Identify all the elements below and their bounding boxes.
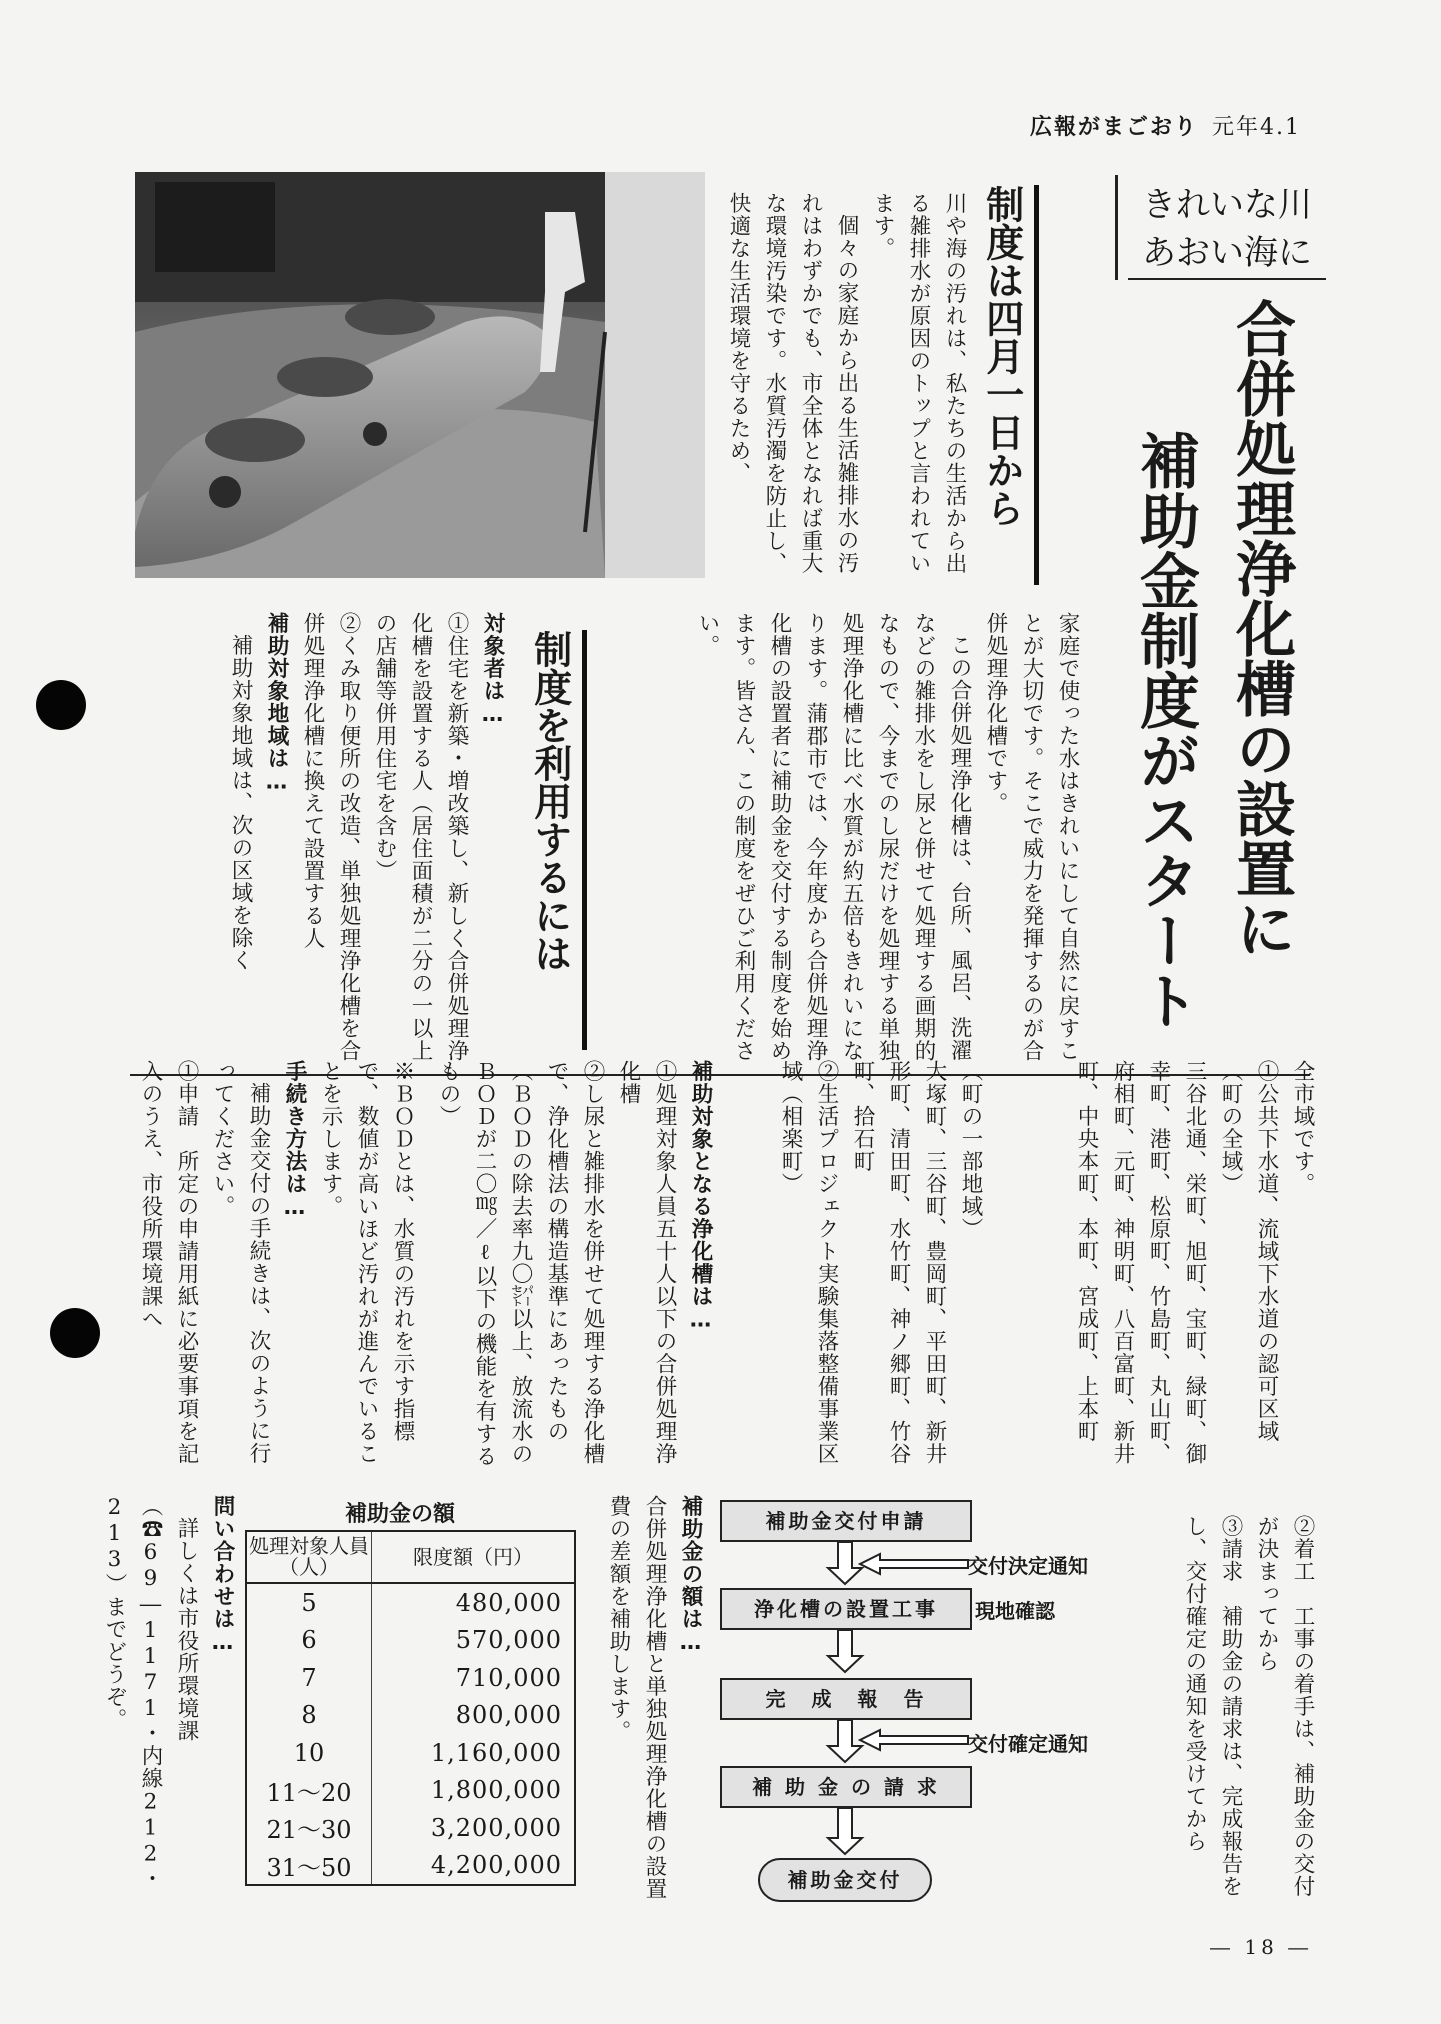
- septic-tank-photo: [135, 172, 705, 578]
- persons-cell: 31～50: [246, 1847, 372, 1886]
- table-row: [246, 1809, 575, 1847]
- limit-cell: 1,800,000: [430, 1776, 562, 1805]
- table-row: [246, 1622, 575, 1660]
- flow-note-inspection: 現地確認: [975, 1599, 1055, 1623]
- procedure-steps-cont: [1120, 1515, 1320, 1915]
- flow-step-install: 浄化槽の設置工事: [720, 1588, 972, 1630]
- areas-part-list: 大塚町、三谷町、豊岡町、平田町、新井形町、清田町、水竹町、神ノ郷町、竹谷町、拾石町: [850, 1060, 947, 1465]
- main-title-line1: 合併処理浄化槽の設置に: [1226, 298, 1296, 958]
- amount-body: [598, 1495, 708, 1915]
- limit-cell: 480,000: [455, 1588, 562, 1617]
- intro-body: [635, 612, 1085, 1062]
- flow-arrow-3: [828, 1720, 862, 1762]
- areas-whole-label: （町の全域）: [1218, 1060, 1243, 1195]
- table-row: [246, 1772, 575, 1810]
- procedure-step3: ③請求 補助金の請求は、完成報告をし、交付確定の通知を受けてから: [1182, 1515, 1243, 1898]
- table-row: [246, 1847, 575, 1886]
- tanks-item1: ①処理対象人員五十人以下の合併処理浄化槽: [616, 1060, 677, 1465]
- persons-cell: 10: [246, 1734, 372, 1772]
- table-row: [246, 1659, 575, 1697]
- tanks-label: 補助対象となる浄化槽は…: [688, 1060, 713, 1334]
- intro-para2: この合併処理浄化槽は、台所、風呂、洗濯などの雑排水をし尿と併せて処理する画期的なもので、今までのし尿だけを処理する単独処理浄化槽に比べ水質が約五倍もきれいになります。蒲郡市では、今年度から合併処理浄化槽の設置者に補助金を交付する制度を始めます。皆さん、この制度をぜひご利用ください。: [695, 612, 972, 1062]
- tagline-rule: [1115, 175, 1118, 280]
- limit-cell: 800,000: [455, 1701, 562, 1730]
- binder-hole-top: [36, 680, 86, 730]
- areas-item1: ①公共下水道、流域下水道の認可区域: [1254, 1060, 1279, 1443]
- amount-text: 合併処理浄化槽と単独処理浄化槽の設置費の差額を補助します。: [606, 1495, 667, 1900]
- section2-body: [130, 612, 510, 1062]
- procedure-body: [130, 1060, 420, 1480]
- flow-note-arrow-1: [860, 1554, 968, 1574]
- flow-step-apply: 補助金交付申請: [720, 1500, 972, 1542]
- flow-step-report: 完 成 報 告: [720, 1678, 972, 1720]
- section1-para2: 個々の家庭から出る生活雑排水の汚れはわずかでも、市全体となれば重大な環境汚染です。水質汚濁を防止し、快適な生活環境を守るため、: [726, 192, 859, 575]
- intro-para1: 家庭で使った水はきれいにして自然に戻すことが大切です。そこで威力を発揮するのが合併処理浄化槽です。: [983, 612, 1080, 1062]
- persons-cell: 5: [246, 1583, 372, 1622]
- table-row: [246, 1734, 575, 1772]
- main-title-line2: 補助金制度がスタート: [1130, 430, 1200, 1030]
- section2-heading: 制度を利用するには: [528, 630, 587, 1050]
- flow-arrow-2: [828, 1630, 862, 1672]
- amount-label: 補助金の額は…: [678, 1495, 703, 1656]
- binder-hole-bottom: [50, 1308, 100, 1358]
- area-label: 補助対象地域は…: [264, 612, 289, 796]
- areas-body: [990, 1060, 1320, 1480]
- persons-cell: 21～30: [246, 1809, 372, 1847]
- limit-cell: 570,000: [455, 1626, 562, 1655]
- flow-arrow-4: [828, 1808, 862, 1854]
- limit-cell: 4,200,000: [430, 1851, 562, 1880]
- procedure-label: 手続き方法は…: [282, 1060, 307, 1221]
- table-row: [246, 1697, 575, 1735]
- subsidy-table-title: 補助金の額: [344, 1502, 455, 1527]
- areas-lead: 全市域です。: [1290, 1060, 1315, 1195]
- limit-cell: 3,200,000: [430, 1813, 562, 1842]
- persons-cell: 8: [246, 1697, 372, 1735]
- procedure-step2: ②着工 工事の着手は、補助金の交付が決まってから: [1254, 1515, 1315, 1898]
- tanks-body: [420, 1060, 718, 1480]
- area-text: 補助対象地域は、次の区域を除く: [228, 633, 253, 971]
- areas-part-label: （町の一部地域）: [958, 1060, 983, 1240]
- masthead: [1030, 110, 1301, 141]
- bod-note: ※ＢＯＤとは、水質の汚れを示す指標で、数値が高いほど汚れが進んでいることを示します。: [318, 1060, 415, 1465]
- flow-note-confirm: 交付確定通知: [968, 1732, 1088, 1756]
- section1-body: [720, 192, 972, 592]
- issue-date: 元年4.1: [1212, 115, 1301, 140]
- section1-heading: 制度は四月一日から: [980, 185, 1039, 585]
- procedure-step1: ①申請 所定の申請用紙に必要事項を記入のうえ、市役所環境課へ: [138, 1060, 199, 1465]
- flow-note-decision: 交付決定通知: [968, 1554, 1088, 1578]
- col-persons: 処理対象人員（人）: [246, 1531, 372, 1583]
- procedure-text: 補助金交付の手続きは、次のように行ってください。: [210, 1060, 271, 1464]
- areas-item2: ②生活プロジェクト実験集落整備事業区域（相楽町）: [778, 1060, 839, 1465]
- subsidy-table: [245, 1530, 576, 1886]
- flow-arrow-1: [828, 1542, 862, 1584]
- subsidy-table-header: [246, 1531, 575, 1583]
- contact-label: 問い合わせは…: [210, 1495, 235, 1656]
- flow-note-arrow-3: [860, 1730, 968, 1750]
- target-2: ②くみ取り便所の改造、単独処理浄化槽を合併処理浄化槽に換えて設置する人: [300, 612, 361, 1062]
- tagline-line2: あおい海に: [1128, 228, 1326, 280]
- areas-whole-list: 三谷北通、栄町、旭町、宝町、緑町、御幸町、港町、松原町、竹島町、丸山町、府相町、元町、神明町、八百富町、新井町、中央本町、本町、宮成町、上本町: [1074, 1060, 1207, 1465]
- contact-text: 詳しくは市役所環境課（☎69―1171・内線212・213）までどうぞ。: [102, 1495, 199, 1890]
- page-number: ― 18 ―: [1210, 1935, 1313, 1959]
- target-1: ①住宅を新築・増改築し、新しく合併処理浄化槽を設置する人（居住面積が二分の一以上の店舗等併用住宅を含む）: [372, 612, 469, 1062]
- persons-cell: 7: [246, 1659, 372, 1697]
- tanks-item2: ②し尿と雑排水を併せて処理する浄化槽で、浄化槽法の構造基準にあったもの（ＢＯＤの除去率九〇㌫以上、放流水のＢＯＤが二〇㎎／ℓ以下の機能を有するもの）: [436, 1060, 605, 1468]
- flow-arrows: [720, 1500, 970, 1900]
- table-row: [246, 1583, 575, 1622]
- persons-cell: 11～20: [246, 1772, 372, 1810]
- section1-para1: 川や海の汚れは、私たちの生活から出る雑排水が原因のトップと言われています。: [870, 192, 967, 575]
- photo-illustration: [135, 172, 705, 578]
- col-limit: 限度額（円）: [372, 1531, 576, 1583]
- targets-label: 対象者は…: [480, 612, 505, 728]
- flow-step-payment: 補助金交付: [758, 1858, 932, 1902]
- publication-name: 広報がまごおり: [1029, 115, 1198, 140]
- persons-cell: 6: [246, 1622, 372, 1660]
- flow-step-claim: 補 助 金 の 請 求: [720, 1766, 972, 1808]
- areas-body-2: [720, 1060, 988, 1480]
- limit-cell: 710,000: [455, 1663, 562, 1692]
- tagline-line1: きれいな川: [1142, 185, 1312, 225]
- limit-cell: 1,160,000: [430, 1738, 562, 1767]
- contact-body: [102, 1495, 240, 1915]
